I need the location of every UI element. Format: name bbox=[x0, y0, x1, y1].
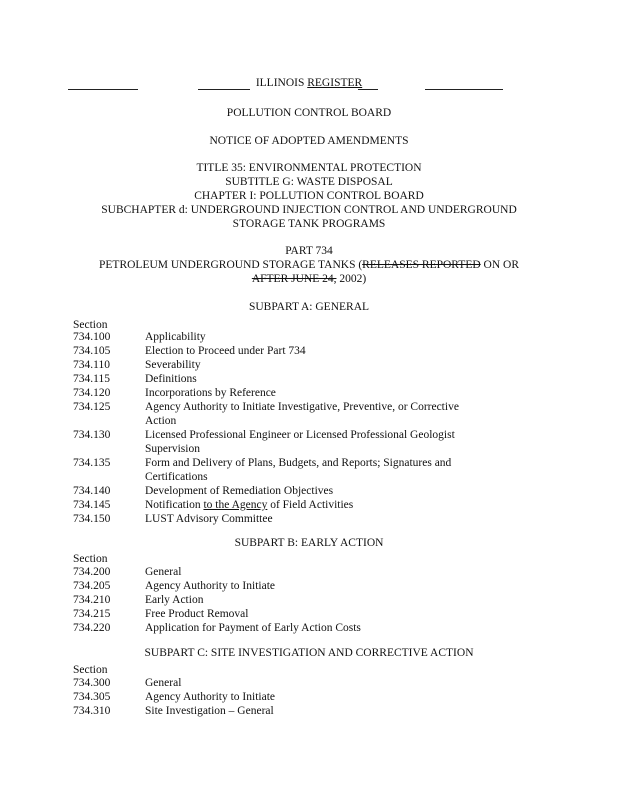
title-inserted: to the Agency bbox=[203, 499, 268, 511]
part-name-line-2 bbox=[0, 273, 618, 286]
section-title: Free Product Removal bbox=[145, 608, 249, 620]
section-title: Incorporations by Reference bbox=[145, 387, 276, 399]
section-title: Definitions bbox=[145, 373, 197, 385]
section-title bbox=[145, 499, 485, 512]
section-number: 734.110 bbox=[73, 359, 110, 371]
section-title: General bbox=[145, 566, 182, 578]
chapter-line: CHAPTER I: POLLUTION CONTROL BOARD bbox=[194, 190, 424, 202]
section-title-continued: Action bbox=[145, 415, 177, 427]
section-number: 734.310 bbox=[73, 705, 111, 717]
section-title: Agency Authority to Initiate bbox=[145, 580, 275, 592]
section-title: Severability bbox=[145, 359, 201, 371]
section-number: 734.215 bbox=[73, 608, 111, 620]
section-number: 734.135 bbox=[73, 457, 111, 469]
title-line: TITLE 35: ENVIRONMENTAL PROTECTION bbox=[196, 162, 422, 174]
subpart-a-heading: SUBPART A: GENERAL bbox=[248, 301, 370, 313]
section-title: Election to Proceed under Part 734 bbox=[145, 345, 306, 357]
section-number: 734.130 bbox=[73, 429, 111, 441]
section-number: 734.140 bbox=[73, 485, 111, 497]
section-title-continued: Supervision bbox=[145, 443, 200, 455]
subchapter-line-2: STORAGE TANK PROGRAMS bbox=[232, 218, 386, 230]
section-title: Agency Authority to Initiate bbox=[145, 691, 275, 703]
section-number: 734.210 bbox=[73, 594, 111, 606]
section-number: 734.150 bbox=[73, 513, 111, 525]
register-word: REGISTER bbox=[307, 77, 363, 89]
section-number: 734.200 bbox=[73, 566, 111, 578]
section-title-continued: Certifications bbox=[145, 471, 208, 483]
board-name: POLLUTION CONTROL BOARD bbox=[226, 107, 392, 119]
title-part-b: of Field Activities bbox=[267, 499, 354, 511]
section-title: General bbox=[145, 677, 182, 689]
subpart-b-heading: SUBPART B: EARLY ACTION bbox=[234, 537, 384, 549]
register-prefix: ILLINOIS bbox=[255, 77, 308, 89]
section-title: Development of Remediation Objectives bbox=[145, 485, 334, 497]
section-title: Site Investigation – General bbox=[145, 705, 274, 717]
part-name-line-1 bbox=[0, 259, 618, 272]
section-number: 734.205 bbox=[73, 580, 111, 592]
section-title: LUST Advisory Committee bbox=[145, 513, 273, 525]
subpart-c-section-label: Section bbox=[73, 664, 108, 676]
section-title: Licensed Professional Engineer or Licensed Professional Geologist bbox=[145, 429, 455, 441]
title-part-a: Notification bbox=[145, 499, 204, 511]
section-number: 734.220 bbox=[73, 622, 111, 634]
section-number: 734.125 bbox=[73, 401, 111, 413]
section-number: 734.100 bbox=[73, 331, 111, 343]
section-title: Early Action bbox=[145, 594, 204, 606]
section-number: 734.145 bbox=[73, 499, 111, 511]
part-name-c: 2002) bbox=[336, 273, 367, 285]
subchapter-line-1: SUBCHAPTER d: UNDERGROUND INJECTION CONTROL AND UNDERGROUND bbox=[101, 204, 517, 216]
part-name-b: ON OR bbox=[480, 259, 519, 271]
section-number: 734.305 bbox=[73, 691, 111, 703]
section-title: Agency Authority to Initiate Investigative, Preventive, or Corrective bbox=[145, 401, 459, 413]
section-number: 734.300 bbox=[73, 677, 111, 689]
part-name-a: PETROLEUM UNDERGROUND STORAGE TANKS ( bbox=[99, 259, 363, 271]
subtitle-line: SUBTITLE G: WASTE DISPOSAL bbox=[225, 176, 393, 188]
section-title: Form and Delivery of Plans, Budgets, and Reports; Signatures and bbox=[145, 457, 452, 469]
subpart-c-heading: SUBPART C: SITE INVESTIGATION AND CORRECTIVE ACTION bbox=[144, 647, 474, 659]
part-number: PART 734 bbox=[285, 245, 333, 257]
section-title: Applicability bbox=[145, 331, 206, 343]
section-number: 734.115 bbox=[73, 373, 110, 385]
part-name-deleted-1: RELEASES REPORTED bbox=[362, 259, 481, 271]
subpart-b-section-label: Section bbox=[73, 553, 108, 565]
part-name-deleted-2: AFTER JUNE 24, bbox=[251, 273, 337, 285]
register-header bbox=[0, 77, 618, 90]
section-number: 734.105 bbox=[73, 345, 111, 357]
section-title: Application for Payment of Early Action Costs bbox=[145, 622, 361, 634]
section-number: 734.120 bbox=[73, 387, 111, 399]
subpart-a-section-label: Section bbox=[73, 319, 108, 331]
notice-title: NOTICE OF ADOPTED AMENDMENTS bbox=[209, 135, 409, 147]
